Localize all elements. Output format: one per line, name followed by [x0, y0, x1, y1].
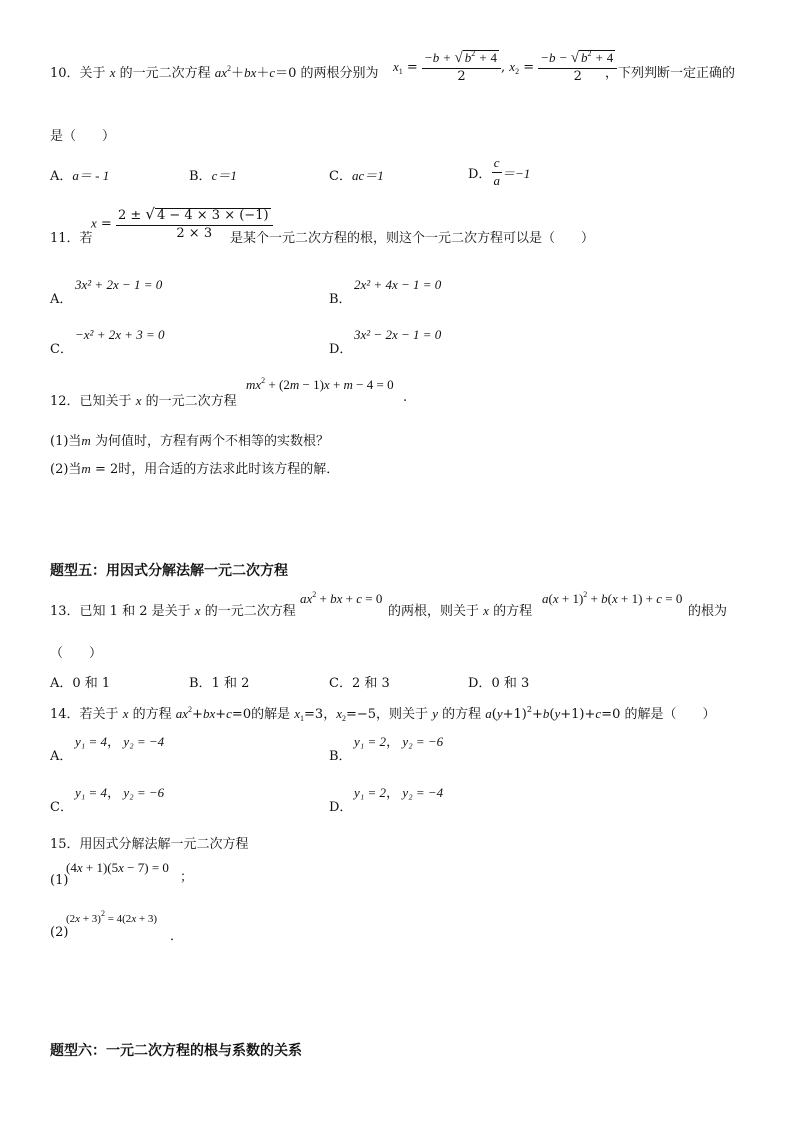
q14-option-c-label[interactable]: C． [50, 800, 73, 815]
q14-option-a[interactable]: y₁ = 4， y₂ = −4 [75, 734, 165, 749]
q13-eq1: $ax^2$ + bx + c = 0 [300, 590, 383, 606]
q10-option-b[interactable]: B．c＝1 [189, 168, 237, 184]
q11-option-d-label[interactable]: D． [329, 342, 353, 357]
q13-option-c[interactable]: C．2 和 3 [329, 676, 390, 691]
q14-option-c[interactable]: y₁ = 4， y₂ = −6 [75, 785, 165, 800]
q10-option-a[interactable]: A．a＝ - 1 [50, 168, 110, 184]
q14-option-b-label[interactable]: B． [329, 749, 352, 764]
q10-root-formula: $x_1$ = $\frac{-b + √ b^2 + 4}{2}$ , $x_2$ = $\frac{-b - √ b^2 + 4}{2}$ [393, 50, 617, 85]
q11-option-b-label[interactable]: B． [329, 292, 352, 307]
q13-option-d[interactable]: D．0 和 3 [468, 676, 530, 691]
section-6-heading: 题型六：一元二次方程的根与系数的关系 [50, 1043, 302, 1059]
q15-part2-end: ． [170, 929, 184, 944]
q11-option-a[interactable]: 3x² + 2x − 1 = 0 [75, 277, 163, 292]
q13-option-a[interactable]: A．0 和 1 [50, 676, 111, 691]
q11-option-c[interactable]: −x² + 2x + 3 = 0 [75, 327, 165, 342]
q15-part2-label: (2) [50, 925, 69, 940]
q13-stem-mid: 的两根，则关于 x 的方程 [388, 603, 533, 619]
q15-part1-end: ； [180, 870, 194, 885]
q11-option-c-label[interactable]: C． [50, 342, 73, 357]
q13-tail: 的根为 [688, 604, 728, 619]
q10-option-c[interactable]: C．ac＝1 [329, 168, 384, 184]
q13-option-b[interactable]: B．1 和 2 [189, 676, 250, 691]
q13-eq2: $a(x + 1)^2 + b(x + 1) + c = 0$ [542, 590, 683, 606]
section-5-heading: 题型五：用因式分解法解一元二次方程 [50, 563, 288, 579]
q14-option-b[interactable]: y₁ = 2， y₂ = −6 [354, 734, 444, 749]
q10-suffix: ，下列判断一定正确的 [605, 66, 736, 81]
q12-stem: 12．已知关于 x 的一元二次方程 [50, 393, 237, 409]
q10-stem: 10．关于 x 的一元二次方程 $ax^2+bx+c=0$ 的两根分别为 [50, 64, 379, 81]
q14-option-a-label[interactable]: A． [50, 749, 73, 764]
q12-equation: $mx^2 + (2m - 1)x + m - 4 = 0$ [246, 376, 394, 392]
q12-sub1: (1)当m 为何值时，方程有两个不相等的实数根？ [50, 433, 329, 449]
q11-prefix: 11．若 [50, 231, 93, 246]
q10-line2: 是（ ） [50, 129, 116, 144]
q15-title: 15．用因式分解法解一元二次方程 [50, 837, 249, 852]
q14-option-d[interactable]: y₁ = 2， y₂ = −4 [354, 785, 444, 800]
q11-suffix: 是某个一元二次方程的根，则这个一元二次方程可以是（ ） [230, 231, 595, 246]
q13-line2: （ ） [50, 646, 103, 661]
q14-option-d-label[interactable]: D． [329, 800, 353, 815]
q14-stem: 14．若关于 x 的方程 $ax^2+bx+c=0$的解是 $x_1=3$，$x_2=-5$，则关于 y 的方程 $a(y+1)^2+b(y+1)+c=0$ 的解是（ ） [50, 705, 716, 723]
q15-part2-equation: $(2x + 3)^2 = 4(2x + 3)$ [66, 909, 158, 925]
q10-option-d[interactable]: D． $\frac{c}{a}$ ＝−1 [468, 155, 531, 188]
q11-option-b[interactable]: 2x² + 4x − 1 = 0 [354, 277, 442, 292]
q13-stem: 13．已知 1 和 2 是关于 x 的一元二次方程 [50, 603, 296, 619]
q11-option-d[interactable]: 3x² − 2x − 1 = 0 [354, 327, 442, 342]
q12-sub2: (2)当m = 2时，用合适的方法求此时该方程的解． [50, 461, 340, 477]
q11-option-a-label[interactable]: A． [50, 292, 73, 307]
q15-part1-label: (1) [50, 873, 69, 888]
q12-period: . [403, 390, 408, 405]
q15-part1-equation: (4x + 1)(5x − 7) = 0 [66, 860, 169, 875]
q11-formula: x = $\frac{2 \pm √ 4 - 4 \times 3 \times (-1)}{2 \times 3}$ [91, 206, 273, 242]
